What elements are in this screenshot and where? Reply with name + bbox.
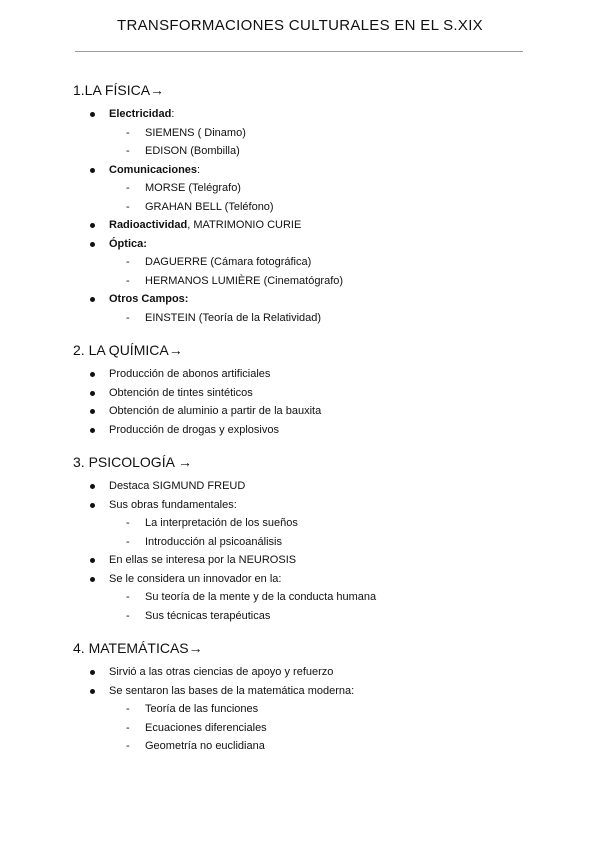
bullet-icon [90,297,95,302]
dash-icon: - [126,256,130,268]
sub-list-item [73,272,543,291]
sub-list-item [73,588,543,607]
item-text: Se sentaron las bases de la matemática moderna: [109,684,355,697]
list-item [73,477,543,496]
list-item [73,290,543,309]
sub-item-text: EINSTEIN (Teoría de la Relatividad) [145,311,322,324]
dash-icon: - [126,609,130,622]
dash-icon: - [126,126,130,139]
bullet-icon [90,670,95,675]
bullet-list [73,105,543,327]
list-item [73,161,543,180]
dash-icon: - [126,200,130,213]
bullet-list [73,663,543,756]
sub-list-item [73,142,543,161]
bullet-icon [90,242,95,247]
bullet-icon [90,484,95,489]
sub-list-item [73,700,543,719]
bullet-icon [90,168,95,173]
item-text: : [171,108,175,120]
title-divider [75,51,523,52]
dash-icon: - [126,703,130,715]
dash-icon: - [126,274,130,287]
section [73,341,543,439]
list-item [73,235,543,254]
bullet-icon [90,372,95,377]
list-item [73,365,543,384]
bullet-icon [90,689,95,694]
bullet-icon [90,409,95,414]
item-text: Obtención de aluminio a partir de la bauxita [109,405,322,417]
list-item [73,402,543,421]
bullet-icon [90,428,95,433]
bullet-list [73,477,543,625]
bullet-icon [90,223,95,228]
sub-list-item [73,737,543,756]
sub-list-item [73,514,543,533]
item-text: , MATRIMONIO CURIE [187,219,302,231]
item-label-bold: Electricidad [109,108,172,120]
bullet-icon [90,558,95,563]
sub-item-text: Ecuaciones diferenciales [145,721,267,734]
sub-item-text: La interpretación de los sueños [145,517,298,529]
sub-item-text: EDISON (Bombilla) [145,145,240,157]
list-item [73,216,543,235]
item-text: Se le considera un innovador en la: [109,572,282,585]
list-item [73,421,543,440]
sub-item-text: GRAHAN BELL (Teléfono) [145,200,274,213]
list-item [73,551,543,570]
item-text: Sirvió a las otras ciencias de apoyo y refuerzo [109,666,334,678]
list-item [73,570,543,589]
dash-icon: - [126,721,130,734]
list-item [73,384,543,403]
section-title: 3. PSICOLOGÍA → [73,454,193,470]
page-title: TRANSFORMACIONES CULTURALES EN EL S.XIX [117,17,483,34]
item-text: Destaca SIGMUND FREUD [109,480,246,492]
sub-item-text: Su teoría de la mente y de la conducta humana [145,591,377,603]
sub-list-item [73,124,543,143]
sub-item-text: Introducción al psicoanálisis [145,535,282,548]
section-title: 2. LA QUÍMICA→ [73,342,183,358]
item-text: En ellas se interesa por la NEUROSIS [109,554,297,566]
bullet-icon [90,391,95,396]
sub-item-text: HERMANOS LUMIÈRE (Cinematógrafo) [145,274,344,287]
list-item [73,105,543,124]
sub-item-text: SIEMENS ( Dinamo) [145,126,246,139]
list-item [73,682,543,701]
section [73,81,543,327]
sub-item-text: Geometría no euclidiana [145,740,265,752]
dash-icon: - [126,145,130,157]
sub-list-item [73,179,543,198]
section [73,453,543,625]
sub-list-item [73,253,543,272]
bullet-icon [90,112,95,117]
dash-icon: - [126,311,130,324]
bullet-list [73,365,543,439]
item-label-bold: Óptica: [109,237,147,250]
sub-item-text: MORSE (Telégrafo) [145,182,241,194]
dash-icon: - [126,740,130,752]
section [73,639,543,756]
bullet-icon [90,577,95,582]
sub-list-item [73,198,543,217]
sub-list-item [73,719,543,738]
item-text: Obtención de tintes sintéticos [109,386,253,399]
sub-list-item [73,607,543,626]
sub-item-text: Sus técnicas terapéuticas [145,609,271,622]
dash-icon: - [126,591,130,603]
item-label-bold: Otros Campos: [109,293,189,305]
list-item [73,663,543,682]
item-text: Producción de abonos artificiales [109,368,271,380]
dash-icon: - [126,517,130,529]
document-body [73,81,543,770]
section-title: 4. MATEMÁTICAS→ [73,640,203,656]
item-text: Producción de drogas y explosivos [109,423,279,436]
item-label-bold: Comunicaciones [109,163,198,176]
dash-icon: - [126,182,130,194]
sub-item-text: Teoría de las funciones [145,703,259,715]
dash-icon: - [126,535,130,548]
sub-item-text: DAGUERRE (Cámara fotográfica) [145,256,312,268]
item-text: Sus obras fundamentales: [109,498,237,511]
sub-list-item [73,309,543,328]
bullet-icon [90,503,95,508]
item-text: : [197,163,201,176]
item-label-bold: Radioactividad [109,219,188,231]
sub-list-item [73,533,543,552]
list-item [73,496,543,515]
section-title: 1.LA FÍSICA→ [73,82,165,98]
